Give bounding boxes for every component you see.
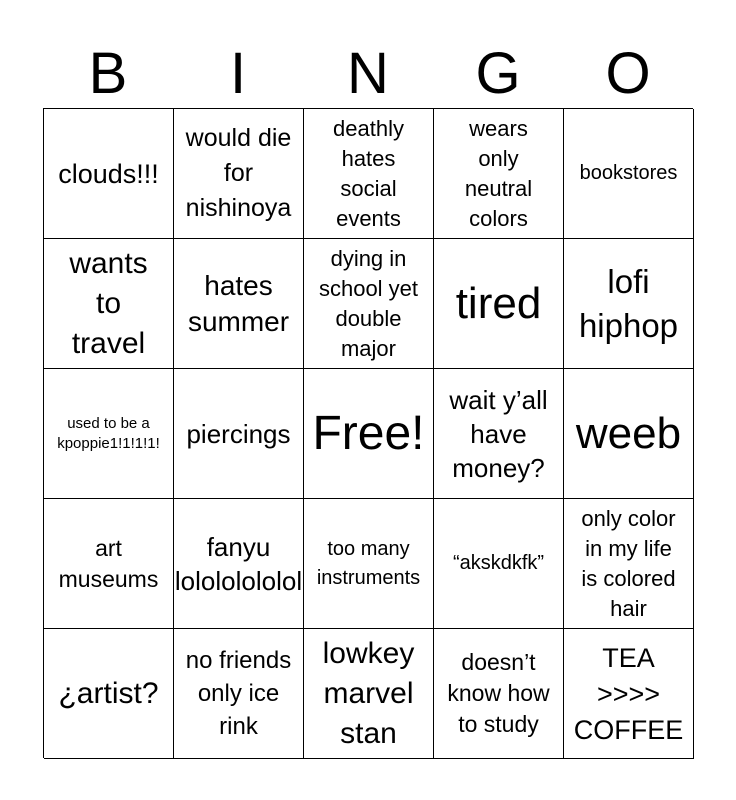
cell-text: bookstores xyxy=(579,162,678,184)
cell-text: lowkey marvel stan xyxy=(322,636,415,750)
bingo-cell[interactable] xyxy=(304,629,434,759)
bingo-cell[interactable] xyxy=(304,109,434,239)
cell-text: weeb xyxy=(575,408,682,458)
bingo-cell[interactable] xyxy=(44,239,174,369)
bingo-cell[interactable] xyxy=(564,629,694,759)
cell-text: wants to travel xyxy=(69,246,148,360)
header-letter-g: G xyxy=(475,41,521,106)
cell-text: only color in my life is colored hair xyxy=(581,505,676,621)
bingo-cell[interactable] xyxy=(174,239,304,369)
bingo-grid xyxy=(43,108,693,758)
cell-text: tired xyxy=(455,278,542,328)
cell-text: lofi hiphop xyxy=(578,262,679,344)
cell-text: would die for nishinoya xyxy=(185,124,292,222)
bingo-cell[interactable] xyxy=(44,629,174,759)
cell-text: ¿artist? xyxy=(58,676,159,710)
bingo-cell free-space[interactable] xyxy=(304,369,434,499)
bingo-cell[interactable] xyxy=(434,109,564,239)
bingo-cell[interactable] xyxy=(564,369,694,499)
bingo-cell[interactable] xyxy=(564,499,694,629)
bingo-cell[interactable] xyxy=(44,109,174,239)
free-space-text: Free! xyxy=(312,406,425,460)
bingo-header xyxy=(43,40,693,108)
cell-text: clouds!!! xyxy=(58,158,159,189)
bingo-cell[interactable] xyxy=(434,369,564,499)
cell-text: TEA >>>> COFFEE xyxy=(573,642,684,745)
cell-text: “akskdkfk” xyxy=(452,552,545,574)
bingo-cell[interactable] xyxy=(44,369,174,499)
bingo-cell[interactable] xyxy=(304,499,434,629)
bingo-cell[interactable] xyxy=(44,499,174,629)
cell-text: wait y’all have money? xyxy=(449,384,548,483)
bingo-cell[interactable] xyxy=(174,629,304,759)
cell-text: hates summer xyxy=(187,269,290,337)
header-letter-o: O xyxy=(605,41,651,106)
bingo-cell[interactable] xyxy=(564,109,694,239)
header-letter-n: N xyxy=(347,41,389,106)
bingo-cell[interactable] xyxy=(174,369,304,499)
cell-text: too many instruments xyxy=(316,537,421,589)
cell-text: no friends only ice rink xyxy=(185,647,292,740)
cell-text: used to be a kpoppie1!1!1!1! xyxy=(57,414,160,452)
bingo-cell[interactable] xyxy=(174,499,304,629)
bingo-cell[interactable] xyxy=(564,239,694,369)
bingo-cell[interactable] xyxy=(174,109,304,239)
cell-text: doesn’t know how to study xyxy=(447,649,550,737)
cell-text: dying in school yet double major xyxy=(318,245,419,361)
cell-text: piercings xyxy=(186,418,291,449)
bingo-cell[interactable] xyxy=(304,239,434,369)
cell-text: fanyu lolololololol xyxy=(174,531,303,596)
header-letter-b: B xyxy=(88,41,128,106)
cell-text: deathly hates social events xyxy=(333,115,404,231)
bingo-cell[interactable] xyxy=(434,629,564,759)
header-letter-i: I xyxy=(229,41,247,106)
cell-text: wears only neutral colors xyxy=(464,115,533,231)
bingo-cell[interactable] xyxy=(434,239,564,369)
bingo-cell[interactable] xyxy=(434,499,564,629)
cell-text: art museums xyxy=(58,534,159,592)
